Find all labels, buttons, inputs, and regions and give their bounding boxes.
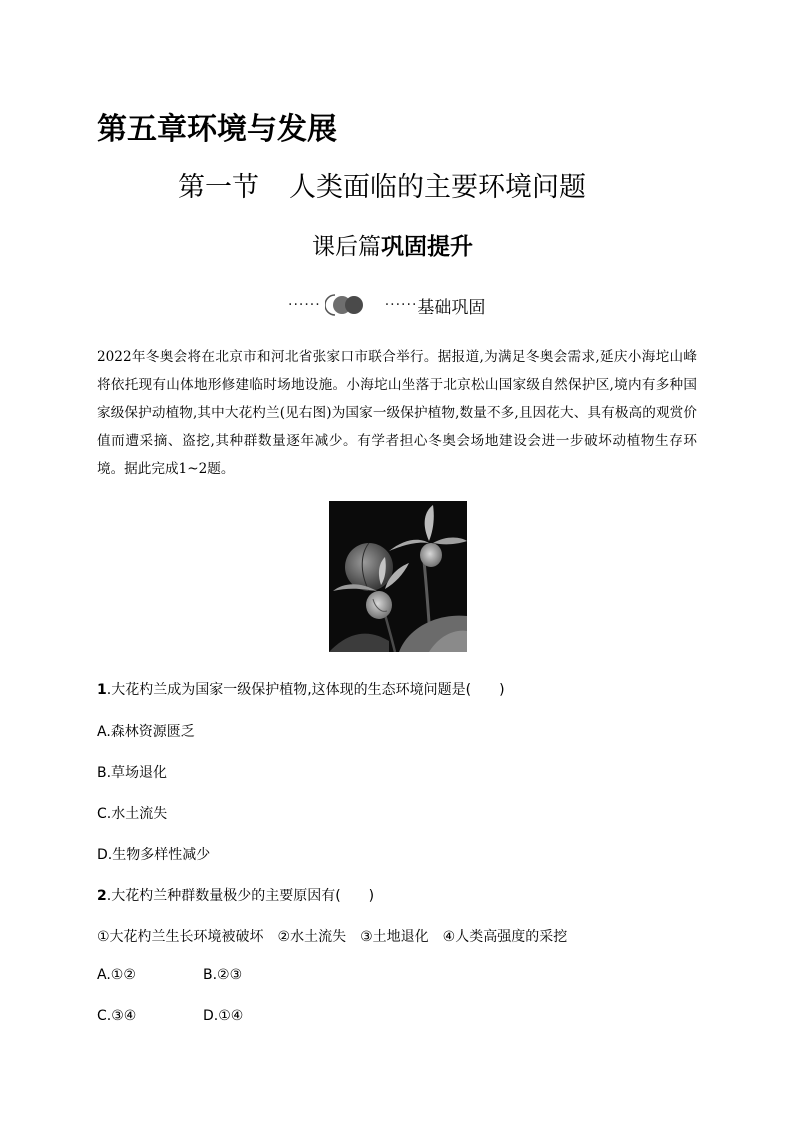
q2-option-c: C.③④ — [97, 1008, 137, 1024]
reading-passage: 2022年冬奥会将在北京市和河北省张家口市联合举行。据报道,为满足冬奥会需求,延庆小海坨山峰将依托现有山体地形修建临时场地设施。小海坨山坐落于北京松山国家级自然保护区,境内有多种国家级保护动植物,其中大花杓兰(见右图)为国家一级保护植物,数量不多,且因花大、具有极高的观赏价值而遭采摘、盗挖,其种群数量逐年减少。有学者担心冬奥会场地建设会进一步破坏动植物生存环境。据此完成1~2题。 — [97, 349, 697, 477]
question-2-number: 2 — [97, 888, 107, 904]
question-1-number: 1 — [97, 682, 107, 698]
banner-dots-left: ······ — [288, 297, 321, 313]
q1-option-b: B.草场退化 — [97, 765, 168, 781]
question-1-text: .大花杓兰成为国家一级保护植物,这体现的生态环境问题是( ) — [106, 682, 505, 698]
chapter-title: 第五章环境与发展 — [97, 112, 337, 147]
banner-dots-right: ······ — [384, 297, 418, 313]
q1-option-c: C.水土流失 — [97, 806, 168, 822]
orchid-photo — [329, 501, 467, 652]
q1-option-d: D.生物多样性减少 — [97, 847, 211, 863]
question-2-text: .大花杓兰种群数量极少的主要原因有( ) — [106, 888, 375, 904]
section-title: 人类面临的主要环境问题 — [289, 172, 586, 203]
q2-option-b: B.②③ — [203, 967, 243, 983]
banner-circles-icon — [325, 292, 367, 318]
q2-option-d: D.①④ — [203, 1008, 244, 1024]
section-banner — [288, 292, 485, 318]
section-number: 第一节 — [178, 172, 259, 203]
subtitle-bold: 巩固提升 — [381, 234, 473, 260]
subtitle-prefix: 课后篇 — [312, 234, 381, 260]
question-2-stem — [97, 885, 374, 905]
question-1-stem — [97, 679, 505, 699]
q1-option-a: A.森林资源匮乏 — [97, 724, 195, 740]
banner-label: 基础巩固 — [417, 297, 486, 318]
subtitle — [312, 228, 473, 261]
orchid-image — [329, 501, 467, 652]
q2-statements: ①大花杓兰生长环境被破坏 ②水土流失 ③土地退化 ④人类高强度的采挖 — [97, 929, 568, 945]
section-heading — [178, 165, 586, 204]
q2-option-a: A.①② — [97, 967, 136, 983]
